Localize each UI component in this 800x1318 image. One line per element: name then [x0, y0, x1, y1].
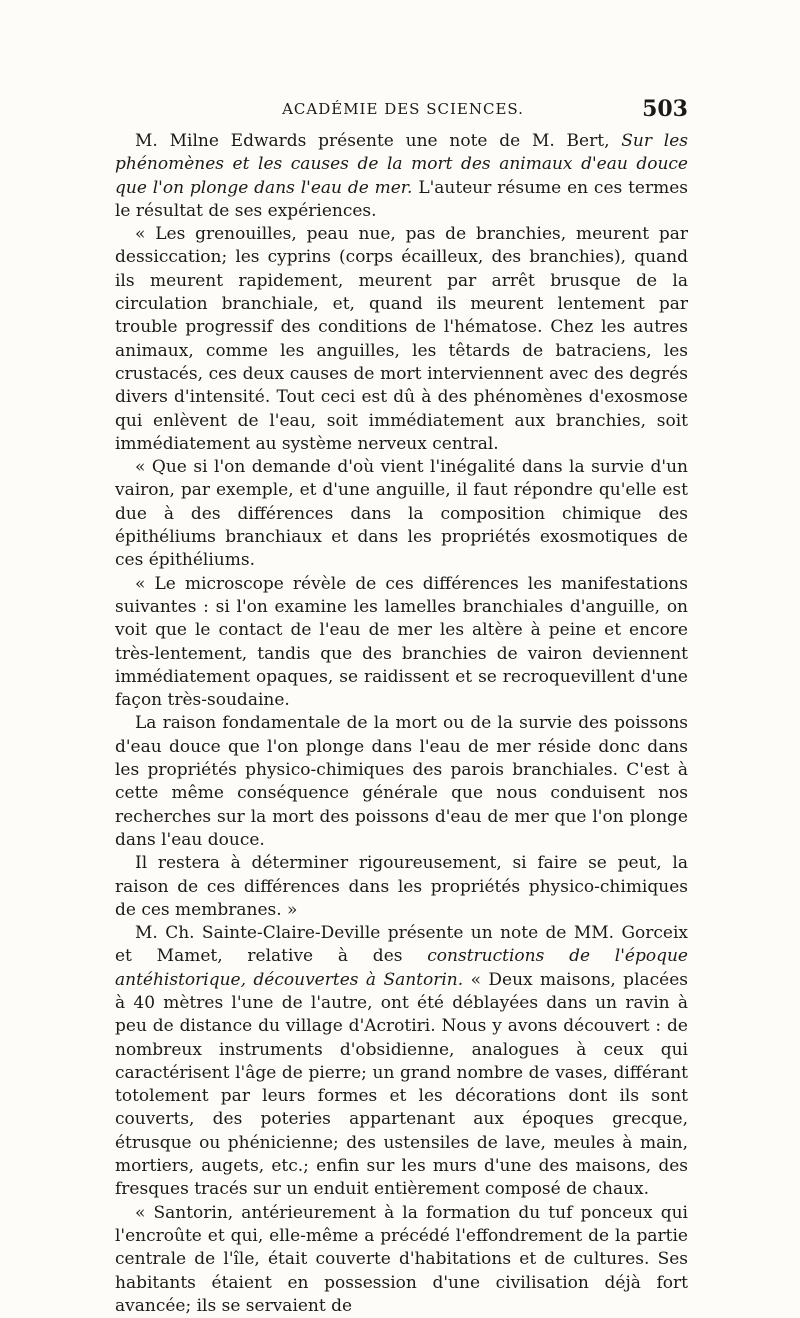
paragraph-deville-note: [115, 922, 688, 1202]
paragraph-grenouilles: « Les grenouilles, peau nue, pas de branchies, meurent par dessiccation; les cyprins (corps écailleux, des branchies), quand ils meurent rapidement, meurent par arrêt brusque de la circulation branchiale, et, quand ils meurent lentement par trouble progressif des conditions de l'hématose. Chez les autres animaux, comme les anguilles, les têtards de batraciens, les crustacés, ces deux causes de mort interviennent avec des degrés divers d'intensité. Tout ceci est dû à des phénomènes d'exosmose qui enlèvent de l'eau, soit immédiatement aux branchies, soit immédiatement au système nerveux central.: [115, 224, 688, 454]
running-title: ACADÉMIE DES SCIENCES.: [282, 100, 524, 118]
paragraph-restera: Il restera à déterminer rigoureusement, si faire se peut, la raison de ces différences dans les propriétés physico-chimiques de ces membranes. »: [115, 853, 688, 920]
paragraph-text: M. Ch. Sainte-Claire-Deville présente un note de MM. Gorceix et Mamet, relative à des: [115, 923, 688, 967]
paragraph-vairon: « Que si l'on demande d'où vient l'inégalité dans la survie d'un vairon, par exemple, et d'une anguille, il faut répondre qu'elle est due à des différences dans la composition chimique des épithéliums branchiaux et dans les propriétés exosmotiques de ces épithéliums.: [115, 457, 688, 571]
body-text: [115, 130, 688, 1318]
paragraph-microscope: « Le microscope révèle de ces différences les manifestations suivantes : si l'on examine les lamelles branchiales d'anguille, on voit que le contact de l'eau de mer les altère à peine et encore très-lentement, tandis que des branchies de vairon deviennent immédiatement opaques, se raidissent et se recroquevillent d'une façon très-soudaine.: [115, 573, 688, 711]
paragraph-text: « Deux maisons, placées à 40 mètres l'une de l'autre, ont été déblayées dans un ravin à peu de distance du village d'Acrotiri. Nous y avons découvert : de nombreux instruments d'obsidienne, analogues à ceux qui caractérisent l'âge de pierre; un grand nombre de vases, différant totolement par leurs formes et les décorations dont ils sont couverts, des poteries appartenant aux époques grecque, étrusque ou phénicienne; des ustensiles de lave, meules à main, mortiers, augets, etc.; enfin sur les murs d'une des maisons, des fresques tracés sur un enduit entièrement composé de chaux.: [115, 969, 689, 1200]
paragraph-santorin: « Santorin, antérieurement à la formation du tuf ponceux qui l'encroûte et qui, elle-même a précédé l'effondrement de la partie centrale de l'île, était couverte d'habitations et de cultures. Ses habitants étaient en possession d'une civilisation déjà fort avancée; ils se servaient de: [115, 1202, 688, 1316]
note-title: constructions de l'époque antéhistorique, découvertes à Santorin.: [115, 946, 688, 990]
paragraph-raison: La raison fondamentale de la mort ou de la survie des poissons d'eau douce que l'on plonge dans l'eau de mer réside donc dans les propriétés physico-chimiques des parois branchiales. C'est à cette même conséquence générale que nous conduisent nos recherches sur la mort des poissons d'eau de mer que l'on plonge dans l'eau douce.: [115, 713, 688, 850]
page-header: [118, 96, 688, 126]
note-title: Sur les phénomènes et les causes de la mort des animaux d'eau douce que l'on plonge dans l'eau de mer.: [115, 131, 688, 198]
paragraph-text: L'auteur résume en ces termes le résultat de ses expériences.: [115, 177, 689, 221]
paragraph-text: M. Milne Edwards présente une note de M. Bert,: [135, 131, 622, 151]
paragraph-bert-note: [115, 130, 688, 223]
page-number: 503: [642, 96, 688, 122]
